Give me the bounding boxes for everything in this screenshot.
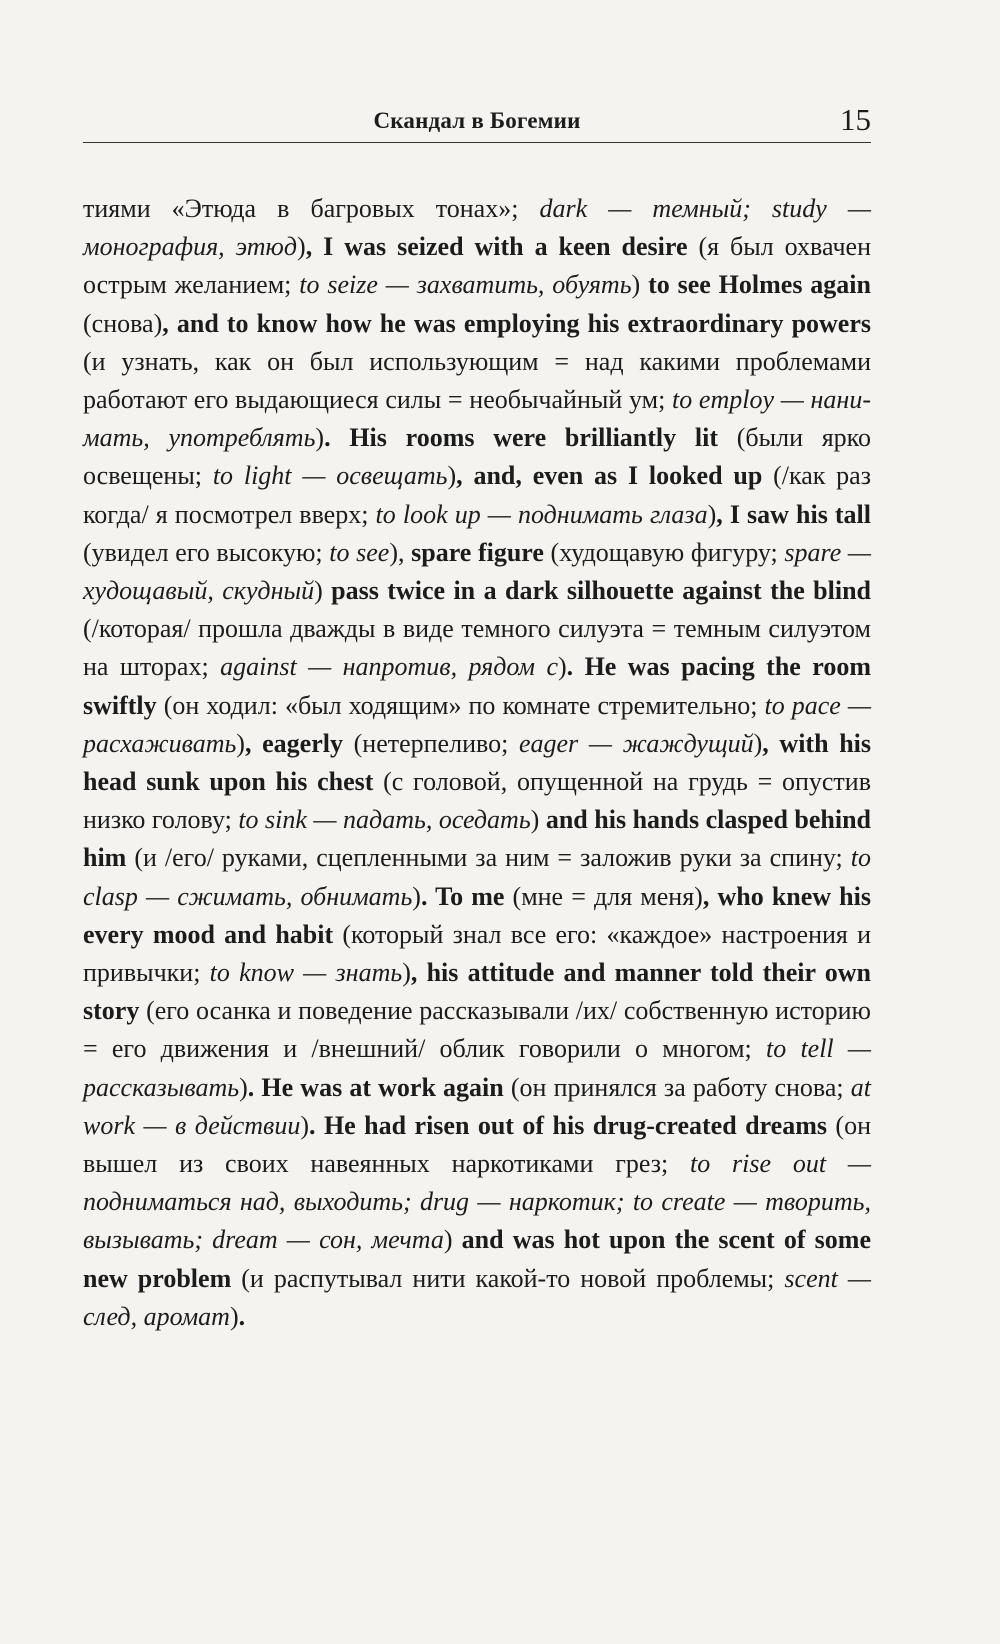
english-text: , with his head sunk upon his chest <box>83 728 872 797</box>
translation-text: (были ярко освещены; <box>83 423 871 491</box>
english-text: , who knew his every mood and habit <box>83 881 871 949</box>
english-text: and was hot upon the scent of some new problem <box>83 1225 871 1293</box>
translation-text: (мне = для меня) <box>512 881 703 911</box>
translation-text: (/которая/ прошла дважды в виде темного силуэта = темным силуэтом на шторах; <box>83 614 871 682</box>
english-text: . He had risen out of his drug-created dreams <box>309 1110 836 1140</box>
translation-text: (я был охвачен острым желанием; <box>83 232 871 300</box>
translation-text: ) <box>402 958 411 988</box>
translation-text: (он принялся за работу снова; <box>510 1072 851 1102</box>
vocab-gloss: at work — в действии <box>83 1072 871 1140</box>
vocab-gloss: to know — знать <box>209 958 403 988</box>
vocab-gloss: to sink — падать, оседать <box>238 805 531 835</box>
translation-text: ) <box>707 499 717 529</box>
translation-text: ) <box>229 1301 239 1331</box>
vocab-gloss: to seize — захватить, обуять <box>299 270 632 300</box>
translation-text: (он ходил: «был ходящим» по комнате стремительно; <box>163 690 765 720</box>
translation-text: ) <box>530 805 546 835</box>
body-text <box>83 190 871 1336</box>
translation-text: ) <box>557 652 567 682</box>
translation-text: (и распутывал нити какой-то новой проблемы; <box>241 1263 785 1293</box>
english-text: , his attitude and manner told their own story <box>83 958 871 1026</box>
translation-text: ) <box>753 728 763 758</box>
vocab-gloss: to see <box>329 537 390 567</box>
translation-text: (и /его/ руками, сцепленными за ним = заложив руки за спину; <box>134 843 851 873</box>
translation-text: ) <box>314 576 332 606</box>
translation-text: ) <box>315 423 325 453</box>
translation-text: (/как раз когда/ я посмотрел вверх; <box>83 461 871 529</box>
translation-text: (он вышел из своих навеянных наркотиками грез; <box>83 1110 871 1179</box>
vocab-gloss: to look up — поднимать глаза <box>375 499 708 529</box>
translation-text: (нетерпеливо; <box>353 728 519 758</box>
translation-text: ) <box>631 270 649 300</box>
translation-text: (и узнать, как он был использующим = над какими проблемами работают его выдающиеся силы = необычайный ум; <box>83 346 871 415</box>
english-text: . <box>238 1301 246 1331</box>
vocab-gloss: dark — темный; study — монография, этюд <box>83 194 872 262</box>
translation-text: ) <box>239 1072 248 1102</box>
translation-text: (увидел его высокую; <box>83 537 330 567</box>
translation-text: ) <box>300 1110 310 1140</box>
english-text: and his hands clasped behind him <box>83 805 872 873</box>
english-text: , I was seized with a keen desire <box>305 232 699 262</box>
vocab-gloss: to tell — рассказывать <box>83 1034 871 1102</box>
translation-text: ) <box>443 1225 462 1255</box>
vocab-gloss: against — напротив, рядом с <box>220 652 558 682</box>
page-number: 15 <box>840 102 871 137</box>
translation-text: ), <box>389 537 412 567</box>
translation-text: (снова) <box>83 308 163 338</box>
english-text: , eagerly <box>244 728 354 758</box>
vocab-gloss: to clasp — сжимать, обнимать <box>83 843 871 911</box>
page-header <box>83 100 871 146</box>
translation-text: (с головой, опущенной на грудь = опустив низко голову; <box>83 767 871 835</box>
running-title: Скандал в Богемии <box>373 108 581 133</box>
header-rule <box>83 142 871 143</box>
english-text: . To me <box>420 881 513 911</box>
translation-text: ) <box>412 881 421 911</box>
translation-text: (худощавую фигуру; <box>550 537 785 567</box>
english-text: . He was pacing the room swiftly <box>83 652 871 720</box>
english-text: , I saw his tall <box>716 499 872 529</box>
english-text: , and, even as I looked up <box>456 461 774 491</box>
translation-text: ) <box>297 232 306 262</box>
translation-text: (его осанка и поведение рассказывали /их/ собственную историю = его движения и /внешний/ облик говорили о многом; <box>83 996 871 1064</box>
translation-text: тиями «Этюда в багровых тонах»; <box>83 194 540 223</box>
vocab-gloss: spare — худощавый, скудный <box>83 537 871 606</box>
translation-text: ) <box>236 728 245 758</box>
english-text: pass twice in a dark silhouette against the blind <box>331 576 871 606</box>
english-text: . His rooms were brilliantly lit <box>324 423 737 453</box>
vocab-gloss: to light — освещать <box>212 461 448 491</box>
vocab-gloss: eager — жаждущий <box>518 728 754 758</box>
english-text: . He was at work again <box>247 1072 511 1102</box>
english-text: to see Holmes again <box>648 270 871 300</box>
translation-text: (который знал все его: «каждое» настроения и привычки; <box>83 919 871 988</box>
english-text: , and to know how he was employing his extraordinary powers <box>162 308 871 338</box>
translation-text: ) <box>447 461 457 491</box>
vocab-gloss: to employ — нанимать, употреблять <box>83 385 871 453</box>
vocab-gloss: to rise out — подниматься над, выходить; drug — наркотик; to create — творить, вызывать; dream — сон, мечта <box>83 1149 871 1255</box>
vocab-gloss: to pace — расхаживать <box>83 690 871 758</box>
english-text: spare figure <box>411 537 551 567</box>
vocab-gloss: scent — след, аромат <box>83 1263 871 1331</box>
